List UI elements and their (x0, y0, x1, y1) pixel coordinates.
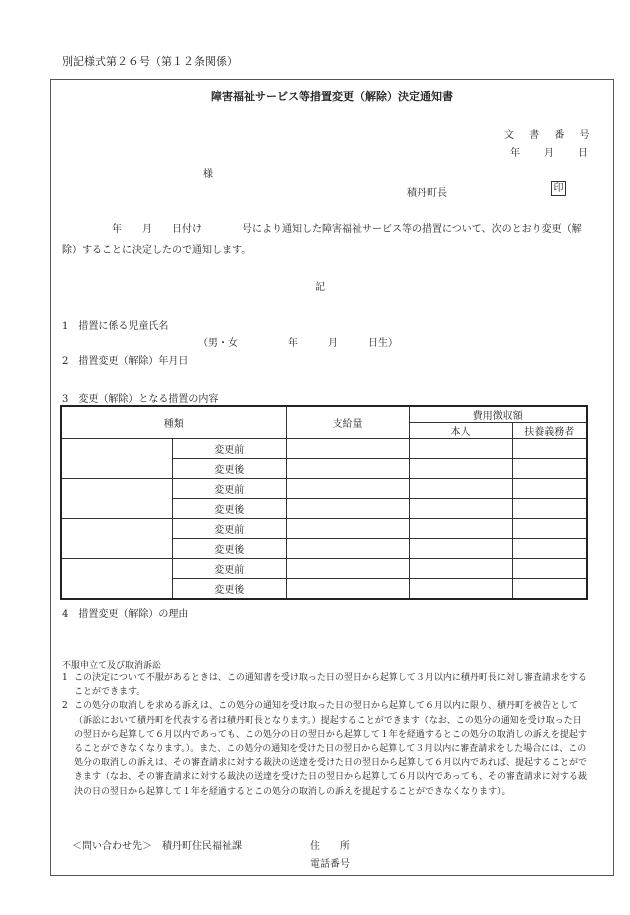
amount-cell[interactable] (286, 499, 409, 519)
note-number: 1 (62, 673, 68, 683)
col-fee-header: 費用徴収額 (409, 406, 587, 423)
amount-cell[interactable] (286, 559, 409, 579)
self-fee-cell[interactable] (409, 479, 512, 499)
type-cell[interactable] (61, 439, 173, 479)
guardian-fee-cell[interactable] (512, 439, 587, 459)
date-day: 日 (578, 148, 588, 159)
appeal-notes (62, 671, 590, 799)
row-label: 変更後 (173, 459, 287, 479)
address-label: 住 所 (310, 841, 350, 852)
row-label: 変更前 (173, 439, 287, 459)
note-item (62, 699, 590, 798)
self-fee-cell[interactable] (409, 559, 512, 579)
issuer-name: 積丹町長 (407, 188, 447, 199)
self-fee-cell[interactable] (409, 499, 512, 519)
phone-label: 電話番号 (310, 859, 350, 870)
amount-cell[interactable] (286, 519, 409, 539)
note-item (62, 671, 590, 699)
row-label: 変更前 (173, 519, 287, 539)
row-label: 変更後 (173, 579, 287, 600)
row-label: 変更前 (173, 559, 287, 579)
doc-number-label: 文 書 番 号 (504, 130, 596, 141)
guardian-fee-cell[interactable] (512, 479, 587, 499)
section-child-name: 1 措置に係る児童氏名 (62, 321, 169, 332)
col-guardian-header: 扶養義務者 (512, 423, 587, 439)
document-title: 障害福祉サービス等措置変更（解除）決定通知書 (211, 90, 453, 103)
col-self-header: 本人 (409, 423, 512, 439)
child-sex-birth: （男・女 年 月 日生） (198, 338, 398, 349)
guardian-fee-cell[interactable] (512, 499, 587, 519)
section-reason: 4 措置変更（解除）の理由 (62, 609, 189, 620)
row-label: 変更後 (173, 499, 287, 519)
appeal-heading: 不服申立て及び取消訴訟 (62, 661, 162, 671)
measure-table (60, 405, 588, 600)
col-type-header: 種類 (61, 406, 286, 439)
amount-cell[interactable] (286, 579, 409, 600)
seal-mark: 印 (551, 181, 566, 196)
row-label: 変更後 (173, 539, 287, 559)
guardian-fee-cell[interactable] (512, 519, 587, 539)
body-text: 年 月 日付け 号により通知した障害福祉サービス等の措置について、次のとおり変更（解除）することに決定したので通知します。 (62, 224, 582, 256)
section-change-date: 2 措置変更（解除）年月日 (62, 356, 189, 367)
note-text: この処分の取消しを求める訴えは、この処分の通知を受け取った日の翌日から起算して６月以内に限り、積丹町を被告として（訴訟において積丹町を代表する者は積丹町長となります。）提起することができます（なお、この処分の通知を受け取った日の翌日から起算して６月以内であっても、この処分の日の翌日から起算して１年を経過するとこの処分の取消しの訴えを提起することができなくなります。）。また、この処分の通知を受けた日の翌日から起算して３月以内に審査請求をした場合には、この処分の取消しの訴えは、その審査請求に対する裁決の送達を受けた日の翌日から起算して６月以内であれば、提起することができます（なお、その審査請求に対する裁決の送達を受けた日の翌日から起算して６月以内であっても、その審査請求に対する裁決の日の翌日から起算して１年を経過するとこの処分の取消しの訴えを提起することができなくなります）。 (74, 701, 588, 797)
form-number-label: 別記様式第２６号（第１２条関係） (62, 55, 238, 68)
amount-cell[interactable] (286, 539, 409, 559)
section-change-content: 3 変更（解除）となる措置の内容 (62, 394, 219, 405)
row-label: 変更前 (173, 479, 287, 499)
guardian-fee-cell[interactable] (512, 459, 587, 479)
table-row (61, 479, 587, 499)
self-fee-cell[interactable] (409, 439, 512, 459)
table-row (61, 519, 587, 539)
self-fee-cell[interactable] (409, 519, 512, 539)
guardian-fee-cell[interactable] (512, 559, 587, 579)
addressee-suffix: 様 (203, 169, 213, 180)
col-amount-header: 支給量 (286, 406, 409, 439)
self-fee-cell[interactable] (409, 539, 512, 559)
type-cell[interactable] (61, 519, 173, 559)
guardian-fee-cell[interactable] (512, 539, 587, 559)
self-fee-cell[interactable] (409, 459, 512, 479)
self-fee-cell[interactable] (409, 579, 512, 600)
type-cell[interactable] (61, 479, 173, 519)
date-month: 月 (544, 148, 554, 159)
contact-label: ＜問い合わせ先＞ 積丹町住民福祉課 (72, 841, 242, 852)
ki-heading: 記 (315, 282, 325, 293)
note-number: 2 (62, 701, 68, 712)
issue-date (510, 144, 588, 159)
amount-cell[interactable] (286, 439, 409, 459)
type-cell[interactable] (61, 559, 173, 600)
amount-cell[interactable] (286, 479, 409, 499)
note-text: この決定について不服があるときは、この通知書を受け取った日の翌日から起算して３月以内に積丹町長に対し審査請求をすることができます。 (74, 673, 587, 698)
guardian-fee-cell[interactable] (512, 579, 587, 600)
table-row (61, 559, 587, 579)
table-row (61, 439, 587, 459)
date-year: 年 (510, 148, 520, 159)
amount-cell[interactable] (286, 459, 409, 479)
